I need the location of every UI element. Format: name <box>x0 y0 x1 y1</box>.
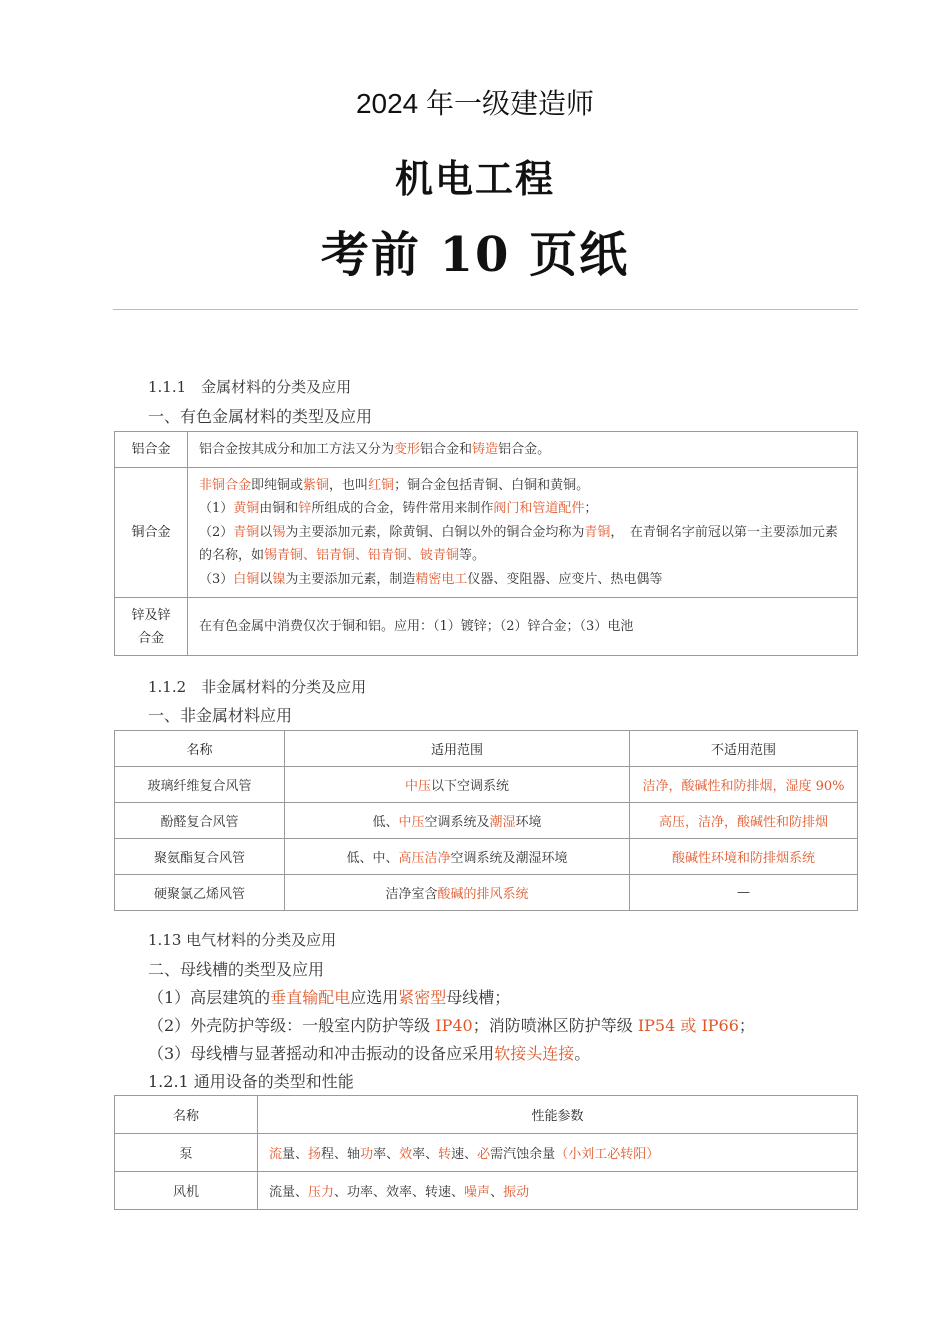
section-subheading-busway: 二、母线槽的类型及应用 <box>148 960 325 979</box>
row-label-aluminum: 铝合金 <box>115 432 188 468</box>
section-heading-1-1-2: 1.1.2 非金属材料的分类及应用 <box>148 678 367 696</box>
highlight-term: 压力 <box>308 1185 335 1200</box>
cell-not-scope: 酸碱性环境和防排烟系统 <box>630 839 858 875</box>
text-segment: 洁净室含 <box>385 887 438 902</box>
text-segment: 程、轴 <box>321 1147 361 1162</box>
busway-item-2 <box>148 1013 755 1036</box>
highlight-term: 青铜 <box>584 524 611 540</box>
cell-name: 硬聚氯乙烯风管 <box>115 875 285 911</box>
text-segment: 量、 <box>282 1147 309 1162</box>
section-heading-1-2-1: 1.2.1 通用设备的类型和性能 <box>148 1072 354 1091</box>
highlight-term: 锡青铜、铝青铜、铅青铜、铍青铜 <box>264 548 460 564</box>
text-segment: 所组成的合金，铸件常用来制作 <box>311 501 494 517</box>
text-segment: ；消防喷淋区防护等级 <box>472 1016 638 1035</box>
table-row <box>115 767 858 803</box>
highlight-term: 噪声 <box>464 1185 491 1200</box>
highlight-term: 紫铜 <box>303 477 330 493</box>
text-segment: 等。 <box>459 548 486 564</box>
text-segment: 空调系统及潮湿环境 <box>450 851 568 866</box>
text-segment: 铝合金和 <box>420 441 473 457</box>
text-segment: （2）外壳防护等级：一般室内防护等级 <box>148 1016 436 1035</box>
highlight-term: 转 <box>438 1147 452 1162</box>
highlight-term: 酸碱的排风系统 <box>437 887 529 902</box>
highlight-term: 扬 <box>308 1147 322 1162</box>
highlight-term: 阀门和管道配件 <box>493 501 585 517</box>
copper-line-3 <box>199 521 847 568</box>
text-segment: 以 <box>259 524 273 540</box>
row-content-aluminum <box>188 432 858 468</box>
highlight-term: 青铜 <box>233 524 260 540</box>
cell-not-scope: 高压，洁净，酸碱性和防排烟 <box>630 803 858 839</box>
nonferrous-metals-table <box>114 431 858 656</box>
cell-not-scope: 洁净，酸碱性和防排烟，湿度 90% <box>630 767 858 803</box>
highlight-term: 白铜 <box>233 571 260 587</box>
text-segment: 铝合金。 <box>498 441 551 457</box>
highlight-term: 非铜合金 <box>199 477 252 493</box>
copper-line-1 <box>199 474 847 498</box>
table-row <box>115 1134 858 1172</box>
section-subheading-nonmetal: 一、非金属材料应用 <box>148 706 293 725</box>
table-row <box>115 432 858 468</box>
highlight-term: 功 <box>360 1147 374 1162</box>
highlight-term: 必 <box>477 1147 491 1162</box>
row-content-copper <box>188 468 858 598</box>
highlight-term: 变形 <box>394 441 421 457</box>
table-row <box>115 468 858 598</box>
highlight-term: 镍 <box>272 571 286 587</box>
highlight-term: 流 <box>269 1147 283 1162</box>
text-segment: 为主要添加元素，除黄铜、白铜以外的铜合金均称为 <box>285 524 585 540</box>
text-segment: ； <box>584 501 598 517</box>
nonmetal-duct-table <box>114 730 858 911</box>
table-row <box>115 875 858 911</box>
table-header-row <box>115 731 858 767</box>
text-segment: 由铜和 <box>259 501 299 517</box>
highlight-term: IP54 或 IP66 <box>637 1016 739 1035</box>
cell-scope <box>285 803 630 839</box>
text-segment: 速、 <box>451 1147 478 1162</box>
table-row <box>115 839 858 875</box>
doc-title-subject: 机电工程 <box>394 157 555 201</box>
text-segment: 率、 <box>373 1147 400 1162</box>
highlight-term: 中压 <box>404 779 431 794</box>
doc-title-year: 2024 年一级建造师 <box>355 88 595 119</box>
text-segment: （2） <box>199 524 234 540</box>
col-header-params: 性能参数 <box>258 1096 858 1134</box>
col-header-name: 名称 <box>115 731 285 767</box>
text-segment: 、 <box>490 1185 504 1200</box>
row-content-zinc: 在有色金属中消费仅次于铜和铝。应用：（1）镀锌；（2）锌合金；（3）电池 <box>188 598 858 656</box>
highlight-term: 中压 <box>398 815 425 830</box>
col-header-not-scope: 不适用范围 <box>630 731 858 767</box>
text-segment: ，也叫 <box>329 477 369 493</box>
text-segment: ；铜合金包括青铜、白铜和黄铜。 <box>394 477 590 493</box>
table-header-row <box>115 1096 858 1134</box>
highlight-term: 软接头连接 <box>494 1044 575 1063</box>
text-segment: 空调系统及 <box>424 815 490 830</box>
text-segment: 应选用 <box>350 988 399 1007</box>
text-segment: 母线槽； <box>446 988 511 1007</box>
text-segment: （1）高层建筑的 <box>148 988 271 1007</box>
section-heading-1-13: 1.13 电气材料的分类及应用 <box>148 931 337 949</box>
highlight-term: 效 <box>399 1147 413 1162</box>
text-segment: 仪器、变阻器、应变片、热电偶等 <box>467 571 663 587</box>
text-segment: 低、 <box>372 815 399 830</box>
copper-line-4 <box>199 568 847 592</box>
highlight-term: （小刘工必转阳） <box>555 1147 660 1162</box>
text-segment: （1） <box>199 501 234 517</box>
text-segment: 需汽蚀余量 <box>490 1147 556 1162</box>
text-segment: 、功率、效率、转速、 <box>334 1185 465 1200</box>
highlight-term: 振动 <box>503 1185 530 1200</box>
col-header-name: 名称 <box>115 1096 258 1134</box>
col-header-scope: 适用范围 <box>285 731 630 767</box>
highlight-term: 红铜 <box>368 477 395 493</box>
text-segment: 率、 <box>412 1147 439 1162</box>
highlight-term: 锌 <box>298 501 312 517</box>
cell-name: 泵 <box>115 1134 258 1172</box>
table-row <box>115 598 858 656</box>
general-equipment-table <box>114 1095 858 1210</box>
section-heading-1-1-1: 1.1.1 金属材料的分类及应用 <box>148 378 352 396</box>
highlight-term: 高压洁净 <box>398 851 451 866</box>
cell-scope <box>285 875 630 911</box>
text-segment: 为主要添加元素，制造 <box>285 571 416 587</box>
busway-item-3 <box>148 1041 590 1064</box>
busway-item-1 <box>148 985 510 1008</box>
highlight-term: 垂直输配电 <box>270 988 351 1007</box>
text-segment: 即纯铜或 <box>251 477 304 493</box>
highlight-term: 黄铜 <box>233 501 260 517</box>
cell-name: 玻璃纤维复合风管 <box>115 767 285 803</box>
cell-name: 风机 <box>115 1172 258 1210</box>
text-segment: 流量、 <box>269 1185 309 1200</box>
table-row <box>115 803 858 839</box>
label-line: 合金 <box>137 630 164 646</box>
text-segment: 以下空调系统 <box>431 779 510 794</box>
cell-not-scope: — <box>630 875 858 911</box>
cell-name: 聚氨酯复合风管 <box>115 839 285 875</box>
table-row <box>115 1172 858 1210</box>
text-segment: （3） <box>199 571 234 587</box>
label-line: 锌及锌 <box>131 607 171 623</box>
highlight-term: IP40 <box>435 1016 473 1035</box>
highlight-term: 精密电工 <box>415 571 468 587</box>
row-label-copper: 铜合金 <box>115 468 188 598</box>
doc-title-main: 考前 10 页纸 <box>320 227 630 283</box>
cell-scope <box>285 839 630 875</box>
highlight-term: 铸造 <box>472 441 499 457</box>
copper-line-2 <box>199 497 847 521</box>
cell-scope <box>285 767 630 803</box>
highlight-term: 锡 <box>272 524 286 540</box>
text-segment: ； <box>738 1016 755 1035</box>
text-segment: 铝合金按其成分和加工方法又分为 <box>199 441 395 457</box>
text-segment: 低、中、 <box>346 851 399 866</box>
cell-params <box>258 1172 858 1210</box>
highlight-term: 潮湿 <box>489 815 516 830</box>
title-divider <box>113 309 858 310</box>
cell-name: 酚醛复合风管 <box>115 803 285 839</box>
cell-params <box>258 1134 858 1172</box>
row-label-zinc <box>115 598 188 656</box>
section-subheading-nonferrous: 一、有色金属材料的类型及应用 <box>148 407 373 426</box>
text-segment: （3）母线槽与显著摇动和冲击振动的设备应采用 <box>148 1044 495 1063</box>
text-segment: 环境 <box>515 815 542 830</box>
text-segment: ， 在青铜名字前冠以第一主要添加元素的名称，如 <box>199 524 838 564</box>
text-segment: 。 <box>574 1044 591 1063</box>
text-segment: 以 <box>259 571 273 587</box>
highlight-term: 紧密型 <box>398 988 447 1007</box>
